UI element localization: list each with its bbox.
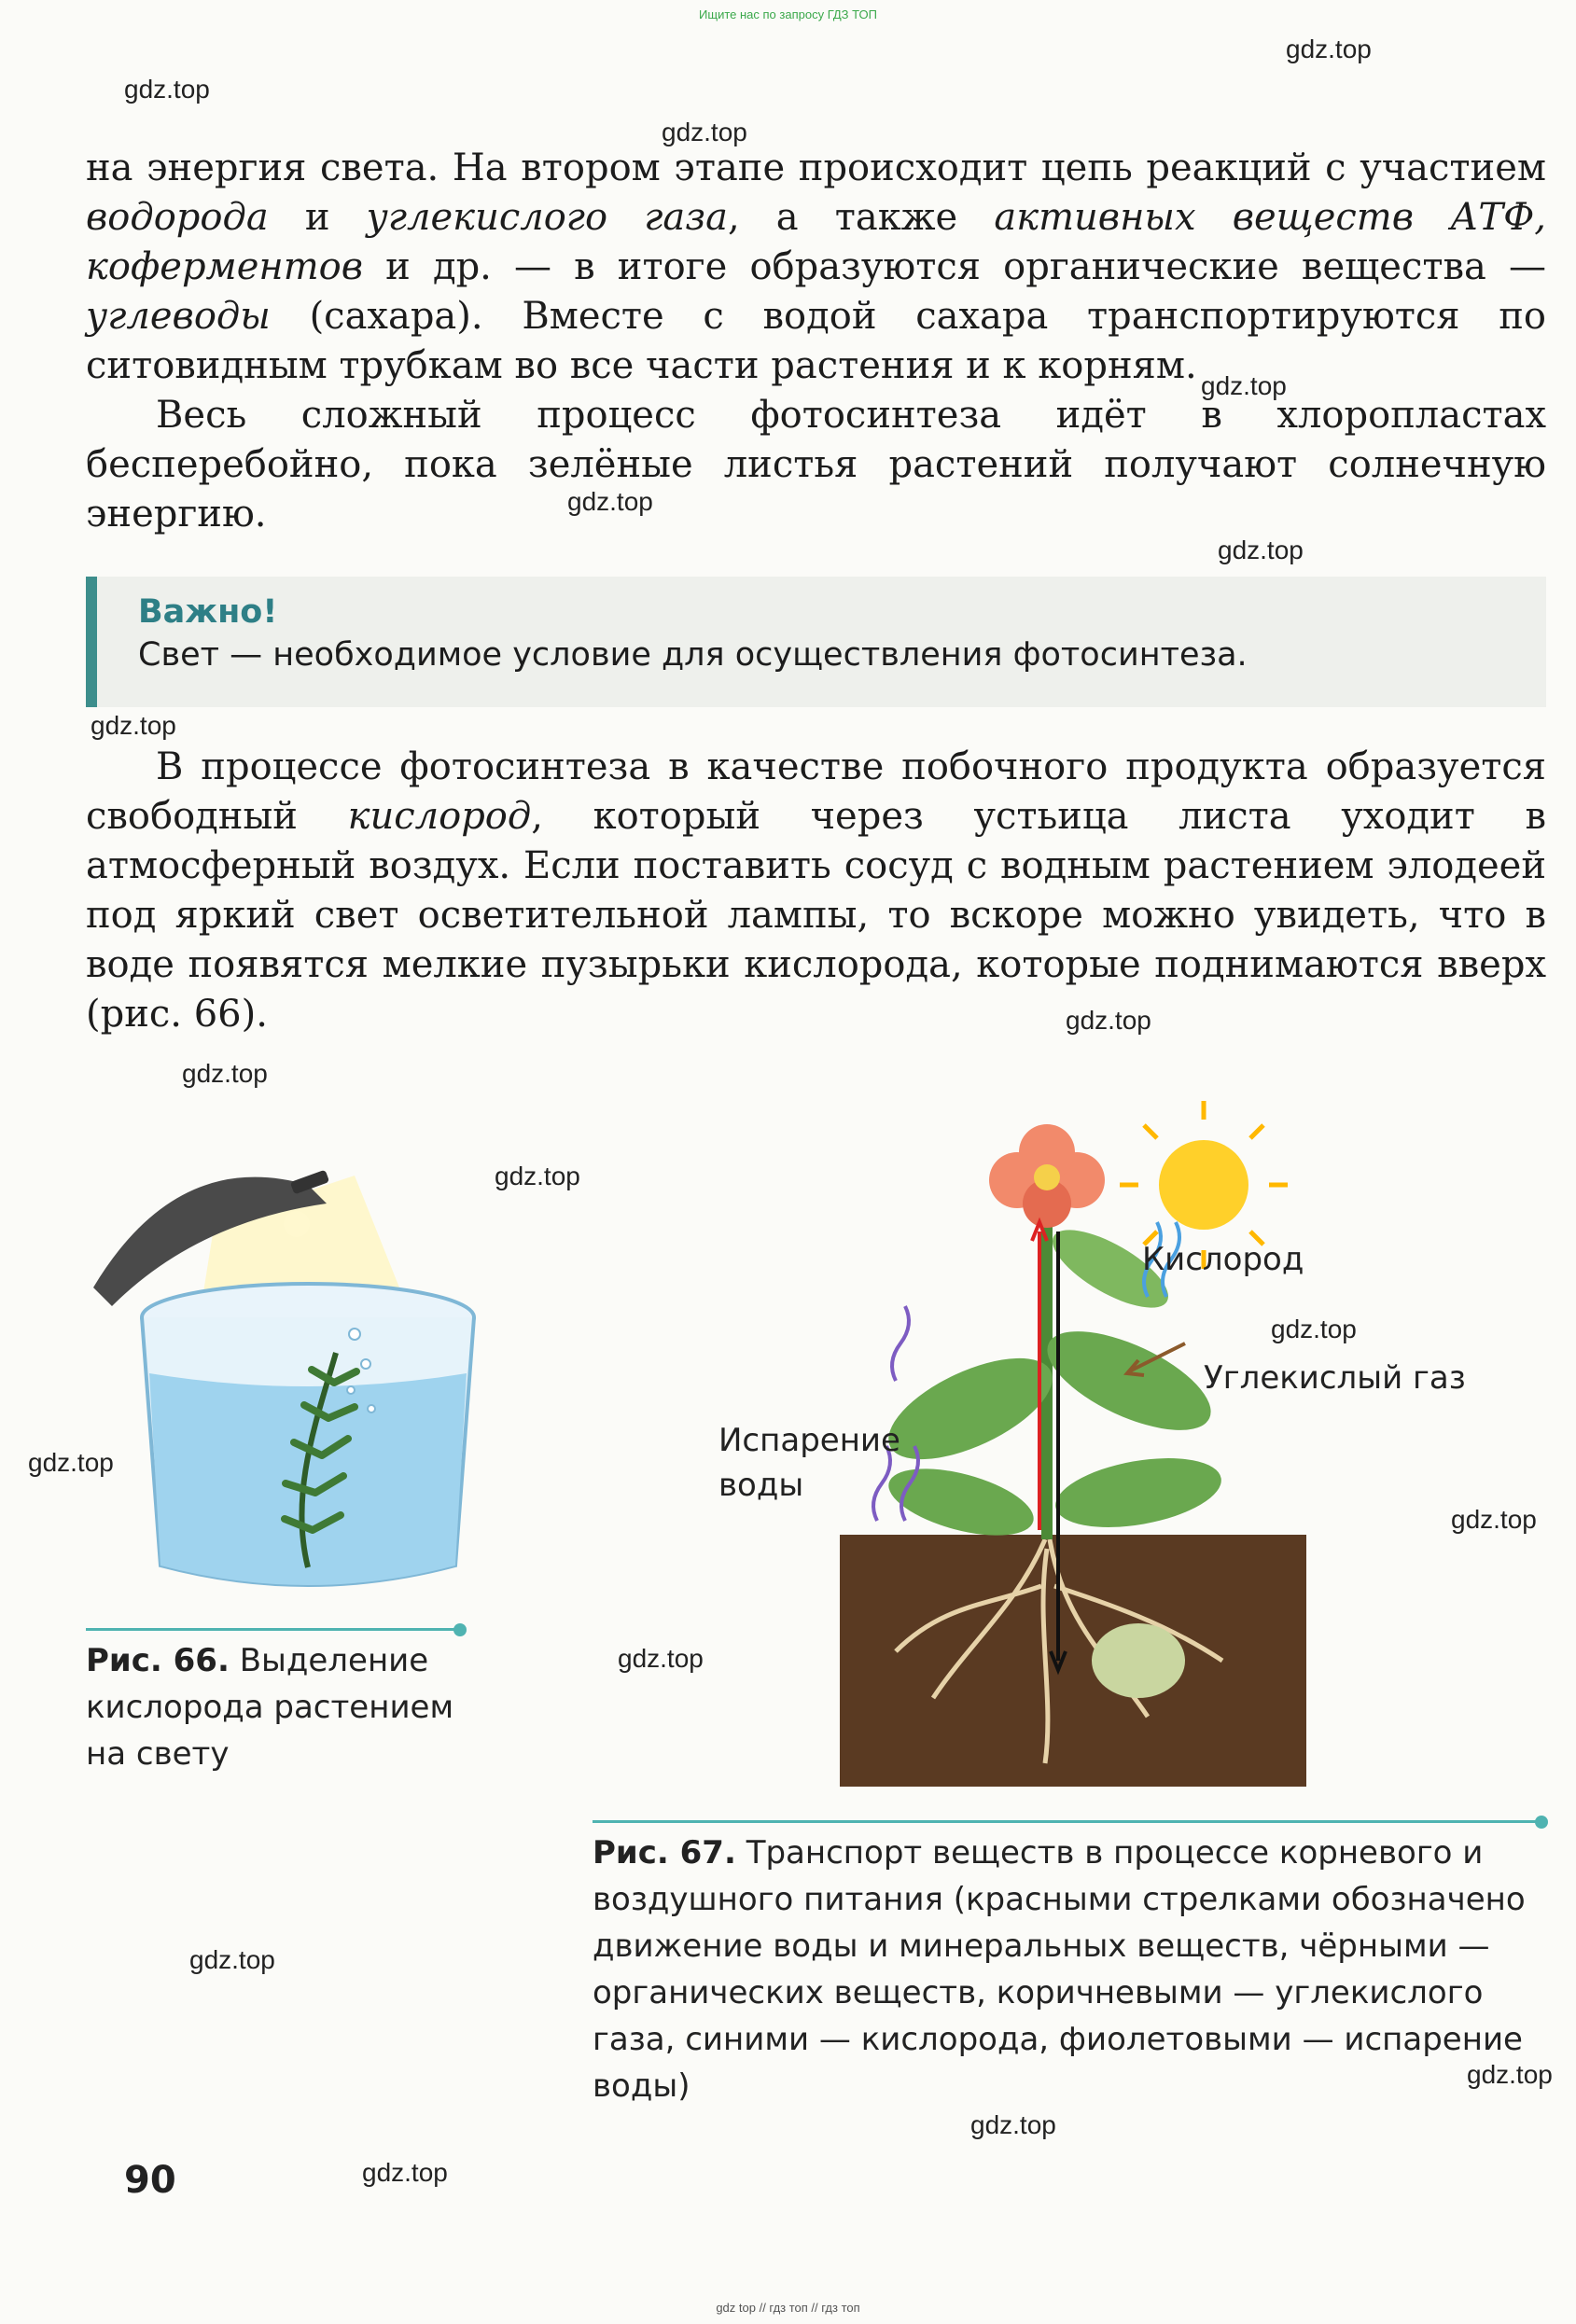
bottom-banner: gdz top // гдз топ // гдз топ <box>716 2301 860 2315</box>
caption-rule-dot <box>453 1623 467 1636</box>
page-number: 90 <box>124 2159 176 2202</box>
emphasis: углеводы <box>86 295 271 338</box>
text-run: , который через устьица листа уходит в атмосферный воздух. Если поставить сосуд с водным растением элодеей под яркий свет осветительной лампы, то вскоре можно увидеть, что в воде появятся мелкие пузырьки кислорода, которые поднимаются вверх (рис. 66). <box>86 795 1546 1036</box>
watermark: gdz.top <box>28 1448 114 1477</box>
tuber <box>1092 1623 1185 1698</box>
soil <box>840 1535 1306 1787</box>
important-text: Свет — необходимое условие для осуществления фотосинтеза. <box>138 636 1248 674</box>
emphasis: водорода <box>86 196 269 239</box>
leaf <box>1034 1311 1224 1450</box>
emphasis: кислород <box>347 795 532 838</box>
caption-text: Выделение кислорода растением на свету <box>86 1642 454 1773</box>
oxygen-bubble <box>349 1329 360 1340</box>
light-bulb <box>284 1211 310 1237</box>
figure-67-illustration <box>830 1101 1316 1791</box>
figure-67-caption <box>593 1830 1546 2109</box>
label-co2: Углекислый газ <box>1204 1359 1466 1397</box>
watermark: gdz.top <box>618 1644 704 1673</box>
label-oxygen: Кислород <box>1142 1241 1304 1278</box>
oxygen-bubble <box>361 1359 370 1369</box>
watermark: gdz.top <box>1451 1505 1537 1534</box>
caption-rule <box>86 1628 459 1631</box>
watermark: gdz.top <box>662 118 747 146</box>
text-run: (сахара). Вместе с водой сахара транспортируются по ситовидным трубкам во все части растения и к корням. <box>86 295 1546 387</box>
caption-text: Транспорт веществ в процессе корневого и воздушного питания (красными стрелками обозначено движение воды и минеральных веществ, чёрными — органических веществ, коричневыми — углекислого газа, синими — кислорода, фиолетовыми — испарение воды) <box>593 1834 1526 2105</box>
watermark: gdz.top <box>91 711 176 740</box>
figure-number: Рис. 66. <box>86 1642 230 1679</box>
watermark: gdz.top <box>970 2110 1056 2139</box>
watermark: gdz.top <box>362 2158 448 2187</box>
oxygen-bubble <box>368 1405 375 1412</box>
text-run: , а также <box>727 196 995 239</box>
label-evaporation-1: Испарение <box>718 1422 900 1459</box>
watermark: gdz.top <box>124 75 210 104</box>
watermark: gdz.top <box>1271 1315 1357 1343</box>
top-banner: Ищите нас по запросу ГДЗ ТОП <box>699 7 877 21</box>
sun <box>1159 1140 1248 1230</box>
text-run: и др. — в итоге образуются органические вещества — <box>363 245 1546 288</box>
label-evaporation-2: воды <box>718 1467 804 1504</box>
caption-rule-dot <box>1535 1816 1548 1829</box>
leaf <box>882 1455 1040 1548</box>
text-run: на энергия света. На втором этапе происходит цепь реакций с участием <box>86 146 1546 189</box>
leaf <box>1050 1447 1226 1538</box>
watermark: gdz.top <box>495 1162 580 1190</box>
watermark: gdz.top <box>1467 2060 1553 2089</box>
watermark: gdz.top <box>189 1945 275 1974</box>
emphasis: углекислого газа <box>366 196 728 239</box>
watermark: gdz.top <box>567 487 653 516</box>
oxygen-bubble <box>347 1386 355 1394</box>
text-run: и <box>268 196 367 239</box>
watermark: gdz.top <box>1201 371 1287 400</box>
paragraph-1 <box>86 144 1546 391</box>
flower-center <box>1034 1164 1060 1190</box>
important-title: Важно! <box>138 593 278 631</box>
paragraph-2: Весь сложный процесс фотосинтеза идёт в хлоропластах бесперебойно, пока зелёные листья растений получают солнечную энергию. <box>86 394 1546 536</box>
emphasis: активных веществ АТФ, коферментов <box>86 196 1547 288</box>
paragraph-top <box>86 144 1546 539</box>
text-run: В процессе фотосинтеза в качестве побочного продукта образуется свободный <box>86 745 1546 838</box>
watermark: gdz.top <box>1286 35 1372 63</box>
paragraph-3 <box>86 743 1546 1039</box>
watermark: gdz.top <box>1066 1006 1151 1035</box>
figure-66-caption <box>86 1637 468 1777</box>
watermark: gdz.top <box>182 1059 268 1088</box>
caption-rule <box>593 1820 1540 1823</box>
watermark: gdz.top <box>1218 536 1304 564</box>
figure-66-illustration <box>75 1120 504 1605</box>
figure-number: Рис. 67. <box>593 1834 736 1872</box>
